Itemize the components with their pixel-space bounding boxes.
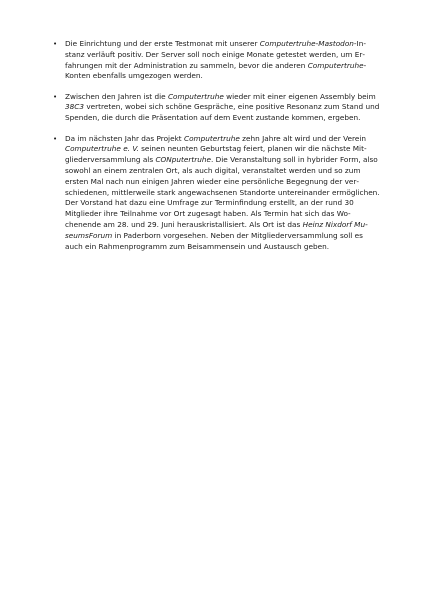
- text-segment: -Konten ebenfalls umgezogen werden.: [65, 60, 367, 81]
- list-item: [52, 39, 382, 82]
- italic-text-segment: Computertruhe: [167, 91, 224, 101]
- italic-text-segment: Computertruhe: [307, 60, 364, 70]
- list-item: [52, 134, 382, 253]
- text-segment: Da im nächsten Jahr das Projekt: [65, 133, 184, 143]
- italic-text-segment: Computertruhe-Mastodon: [259, 39, 354, 48]
- italic-text-segment: Heinz Nixdorf MuseumsForum: [65, 219, 368, 240]
- italic-text-segment: Computertruhe: [183, 133, 240, 143]
- text-segment: Die Einrichtung und der erste Testmonat mit unserer: [65, 39, 260, 48]
- italic-text-segment: CONputertruhe: [155, 155, 211, 165]
- list-item: [52, 92, 382, 124]
- text-segment: . Die Veranstaltung soll in hybrider Form, also sowohl an einem zentralen Ort, als auch digital, veranstaltet werden und so zum ersten Mal nach nun einigen Jahren wieder eine persönliche Begegnung der verschiedenen, mittlerweile stark angewachsenen Standorte untereinander ermöglichen. Der Vorstand hat dazu eine Umfrage zur Terminfindung erstellt, an der rund 30 Mitglieder ihre Teilnahme vor Ort zugesagt haben. Als Termin hat sich das Wochenende am 28. und 29. Juni herauskristallisiert. Als Ort ist das: [65, 155, 380, 229]
- text-segment: Zwischen den Jahren ist die: [65, 91, 168, 101]
- text-segment: vertreten, wobei sich schöne Gespräche, eine positive Resonanz zum Stand und Spenden, die durch die Präsentation auf dem Event zustande kommen, ergeben.: [65, 102, 380, 123]
- text-segment: -Instanz verläuft positiv. Der Server soll noch einige Monate getestet werden, um Erfahrungen mit der Administration zu sammeln, bevor die anderen: [65, 39, 366, 70]
- bullet-list: [52, 39, 382, 262]
- bullet-symbol: •: [53, 40, 58, 48]
- italic-text-segment: Computertruhe e. V.: [65, 144, 139, 154]
- bullet-symbol: •: [53, 134, 58, 143]
- paragraph-text: [65, 92, 379, 123]
- text-segment: zehn Jahre alt wird und der Verein: [239, 133, 366, 143]
- italic-text-segment: 38C3: [65, 102, 85, 112]
- paragraph-text: [65, 39, 366, 80]
- text-segment: seinen neunten Geburtstag feiert, planen wir die nächste Mitgliederversammlung als: [65, 144, 367, 165]
- paragraph-text: [65, 134, 380, 251]
- bullet-symbol: •: [53, 92, 58, 101]
- text-segment: in Paderborn vorgesehen. Neben der Mitgliederversammlung soll es auch ein Rahmenprogramm zum Beisammensein und Austausch geben.: [65, 230, 363, 251]
- text-segment: wieder mit einer eigenen Assembly beim: [223, 91, 376, 101]
